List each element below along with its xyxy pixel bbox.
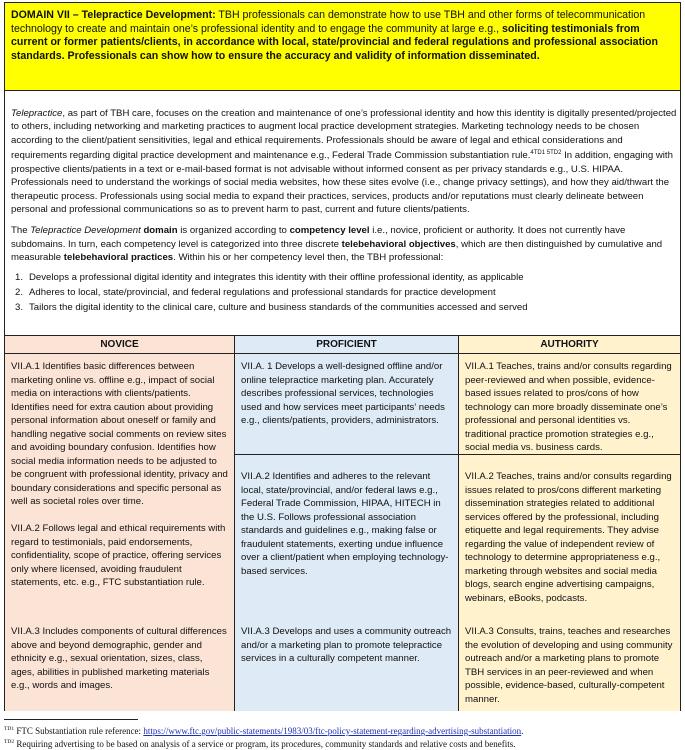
row-divider	[235, 454, 458, 455]
intro-p1-text-a: , as part of TBH care, focuses on the creation and maintenance of one’s professional identity and how this identity is digitally presented/projected to others, including networking and marketing practices to augment local practice development strategies. Marketing technology needs to be chosen according to the client/patient sensitivities, legal and ethical requirements. Professionals should be aware of legal and ethical considerations and requirements regarding digital practice development and maintenance e.g., Federal Trade Commission substantiation rule.	[11, 108, 677, 162]
novice-a3: VII.A.3 Includes components of cultural differences above and beyond demographic, gender and ethnicity e.g., sexual orientation, sizes, class, ages, abilities in published marketing materials e.g., words and images.	[11, 626, 227, 691]
proficient-a2: VII.A.2 Identifies and adheres to the relevant local, state/provincial, and/or federal laws e.g., Federal Trade Commission, HIPAA, HITECH in the U.S. Follows professional association standards and guidelines e.g., making false or fraudulent statements, exerting undue influence over a client/patient when employing technology-based services.	[241, 471, 449, 577]
ftc-link[interactable]: https://www.ftc.gov/public-statements/1983/03/ftc-policy-statement-regarding-advertising-substantiation	[143, 726, 522, 736]
footnote-1	[4, 724, 684, 737]
novice-a2: VII.A.2 Follows legal and ethical requirements with regard to testimonials, paid endorsements, confidentiality, scope of practice, offering services only where licensed, avoiding fraudulent statements, etc. e.g., FTC substantiation rule.	[11, 523, 226, 588]
domain-description: TBH professionals can demonstrate how to use TBH and other forms of telecommunication technology to create and maintain one’s professional identity and to engage the community at large e.g.,	[11, 9, 646, 35]
proficient-column	[235, 336, 459, 711]
intro-paragraph-2	[11, 224, 677, 264]
competency-grid	[5, 335, 680, 711]
objective-text: Adheres to local, state/provincial, and federal regulations and professional standards for practice development	[29, 287, 496, 299]
authority-a2: VII.A.2 Teaches, trains and/or consults regarding issues related to pros/cons different marketing dissemination strategies related to additional services offered by the professional, including etiquette and legal requirements. They advise regarding the value of independent review of technology to determine appropriateness e.g., marketing through websites and social media blogs, search engine advertising campaigns, webinars, eBooks, podcasts.	[465, 471, 672, 604]
list-number: 3.	[15, 302, 24, 314]
novice-a1: VII.A.1 Identifies basic differences between marketing online vs. offline e.g., impact of social media on interactions with clients/patients. Identifies need for extra caution about providing personal information about oneself or family and handling negative social comments on review sites and avoiding boundary confusion. Identifies how social media information needs to be adjusted to be congruent with professional identity, privacy and boundary considerations and specific personal as well as societal roles over time.	[11, 361, 228, 507]
proficient-header: PROFICIENT	[235, 336, 458, 354]
list-item	[11, 301, 677, 314]
intro-section	[11, 107, 677, 317]
domain-table	[4, 2, 681, 711]
footnote-text: FTC Substantiation rule reference:	[14, 726, 144, 736]
row-divider	[459, 454, 680, 455]
objectives-term: telebehavioral objectives	[341, 238, 456, 250]
footnote-marker: TD1	[4, 726, 15, 732]
footnote-text: Requiring advertising to be based on analysis of a service or program, its procedures, community standards and relative costs and benefits.	[14, 739, 516, 749]
telepractice-term: Telepractice	[11, 108, 63, 119]
list-number: 1.	[15, 271, 24, 283]
intro-p2-e: i.e., novice, proficient or authority. It does not currently have subdomains. In turn, each competency level is categorized into three discrete	[11, 225, 626, 250]
proficient-a3: VII.A.3 Develops and uses a community outreach and/or a marketing plan to promote telepractice services in a culturally competent manner.	[241, 626, 452, 664]
footnote-ref: 4TD1 5TD2	[530, 150, 562, 157]
footnote-tail: .	[521, 726, 524, 736]
domain-description-bold: soliciting testimonials from current or former patients/clients, in accordance with local, state/provincial and federal regulations and professional association standards. Professionals can show how to ensure the accuracy and validity of information disseminated.	[11, 22, 658, 62]
authority-a1: VII.A.1 Teaches, trains and/or consults regarding peer-reviewed and when possible, evidence-based issues related to pros/cons of how technology can more broadly disseminate one’s professional and personal identities vs. traditional practice promotion strategies e.g., social media vs. business cards.	[465, 361, 672, 453]
domain-term: Telepractice Development	[30, 225, 141, 237]
objective-text: Tailors the digital identity to the clinical care, culture and business standards of the communities accessed and served	[29, 302, 528, 314]
novice-header: NOVICE	[5, 336, 234, 354]
intro-p2-i: . Within his or her competency level then, the TBH professional:	[173, 252, 444, 264]
intro-p2-c: is organized according to	[177, 225, 290, 237]
list-number: 2.	[15, 287, 24, 299]
list-item	[11, 286, 677, 299]
objective-text: Develops a professional digital identity and integrates this identity with their offline professional identity, as applicable	[29, 271, 524, 283]
practices-term: telebehavioral practices	[63, 252, 174, 264]
objectives-list	[11, 271, 677, 315]
intro-p2-g: , which are then distinguished by cumulative and measurable	[11, 238, 663, 264]
domain-label: DOMAIN VII – Telepractice Development:	[11, 9, 216, 21]
proficient-a1: VII.A. 1 Develops a well-designed offline and/or online telepractice marketing plan. Accurately describes professional services, technologies used and how services meet participants’ needs e.g., clients/patients, providers, administrators.	[241, 361, 445, 426]
domain-word: domain	[140, 225, 178, 237]
authority-column	[459, 336, 680, 711]
authority-a3: VII.A.3 Consults, trains, teaches and researches the evolution of developing and using community outreach and/or a marketing plans to promote TBH services in an peer-reviewed and when possible, evidence-based, culturally-competent manner.	[465, 626, 673, 705]
novice-column	[5, 336, 235, 711]
footnote-divider	[4, 719, 138, 720]
competency-level-term: competency level	[289, 225, 370, 237]
list-item	[11, 271, 677, 284]
intro-paragraph-1	[11, 107, 677, 216]
authority-header: AUTHORITY	[459, 336, 680, 354]
footnote-marker: TD2	[4, 739, 15, 745]
domain-header	[5, 3, 680, 91]
intro-p1-text-b: In addition, engaging with prospective clients/patients in a text or e-mail-based format is not advisable without informed consent as per privacy standards e.g., U.S. HIPAA. Professionals need to understand the workings of social media websites, how these sites evolve (i.e., change privacy settings), and how they aid/thwart the therapeutic process. Professionals using social media to expand their practices, services, products and/or reputations must clearly delineate between personal and professional communications so as to prevent harm to past, current and future clients/patients.	[11, 150, 673, 216]
intro-p2-a: The	[11, 225, 31, 237]
footnote-2	[4, 737, 684, 750]
